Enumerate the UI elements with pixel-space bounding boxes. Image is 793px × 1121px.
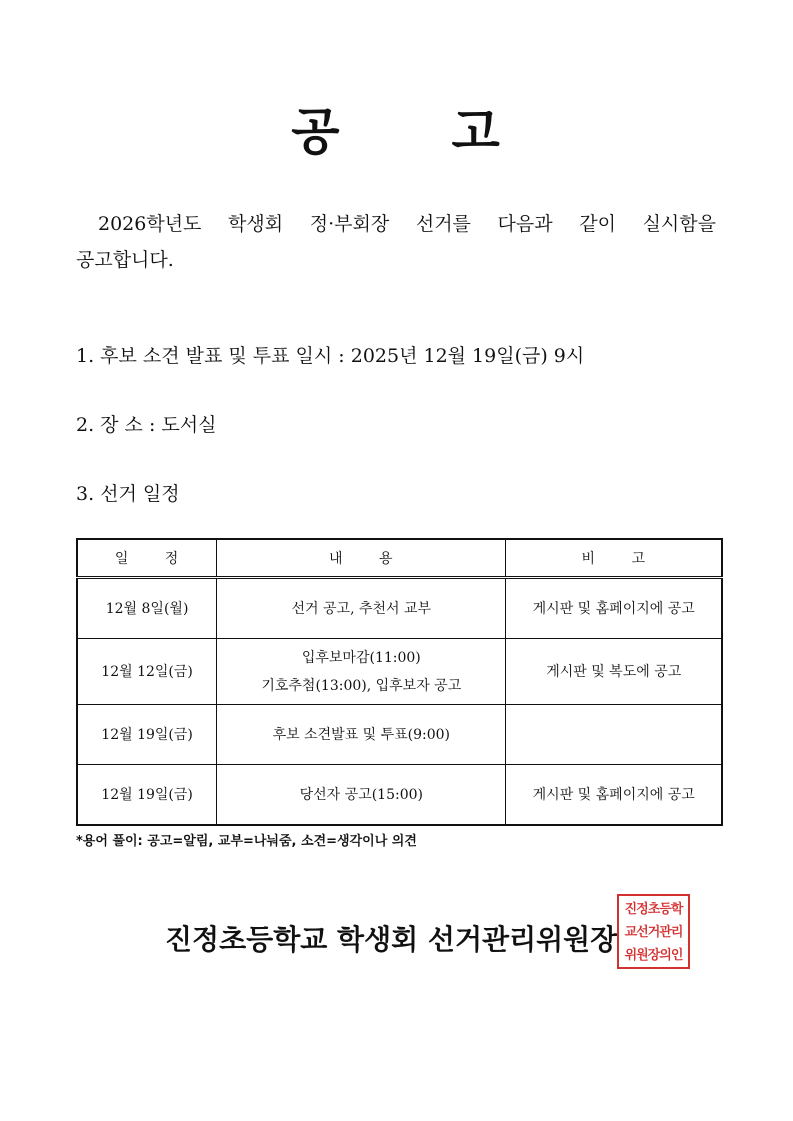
seal-line-3: 위원장의인 [624, 948, 683, 963]
row-content: 후보 소견발표 및 투표(9:00) [217, 705, 506, 765]
intro-paragraph [76, 206, 716, 278]
row-date: 12월 12일(금) [77, 639, 217, 705]
item-schedule-datetime: 1. 후보 소견 발표 및 투표 일시 : 2025년 12월 19일(금) 9시 [76, 345, 585, 367]
row-content [217, 639, 506, 705]
row-content: 선거 공고, 추천서 교부 [217, 578, 506, 639]
row-content-line-2: 기호추첨(13:00), 입후보자 공고 [261, 677, 462, 694]
intro-line-1: 2026학년도 학생회 정·부회장 선거를 다음과 같이 실시함을 [98, 213, 716, 235]
row-date: 12월 19일(금) [77, 765, 217, 826]
item-location: 2. 장 소 : 도서실 [76, 414, 217, 436]
official-seal [617, 894, 690, 969]
row-note: 게시판 및 홈페이지에 공고 [506, 765, 722, 826]
table-row [77, 639, 722, 705]
row-note: 게시판 및 복도에 공고 [506, 639, 722, 705]
header-note: 비 고 [506, 539, 722, 578]
signature-line: 진정초등학교 학생회 선거관리위원장 [165, 923, 618, 956]
schedule-table [76, 538, 723, 826]
glossary-footnote: *용어 풀이: 공고=알림, 교부=나눠줌, 소견=생각이나 의견 [76, 834, 417, 849]
table-header-row [77, 539, 722, 578]
document-title [0, 92, 793, 164]
row-date: 12월 19일(금) [77, 705, 217, 765]
row-content-line-1: 입후보마감(11:00) [301, 649, 421, 666]
title-char-1: 공 [291, 102, 342, 161]
seal-line-2: 교선거관리 [624, 925, 683, 940]
title-char-2: 고 [451, 102, 502, 161]
row-note [506, 705, 722, 765]
row-note: 게시판 및 홈페이지에 공고 [506, 578, 722, 639]
table-row [77, 705, 722, 765]
table-row [77, 765, 722, 826]
row-content: 당선자 공고(15:00) [217, 765, 506, 826]
header-date: 일 정 [77, 539, 217, 578]
header-content: 내 용 [217, 539, 506, 578]
row-date: 12월 8일(월) [77, 578, 217, 639]
intro-line-2: 공고합니다. [76, 249, 174, 271]
seal-line-1: 진정초등학 [624, 902, 683, 917]
table-row [77, 578, 722, 639]
item-election-schedule: 3. 선거 일정 [76, 483, 180, 505]
